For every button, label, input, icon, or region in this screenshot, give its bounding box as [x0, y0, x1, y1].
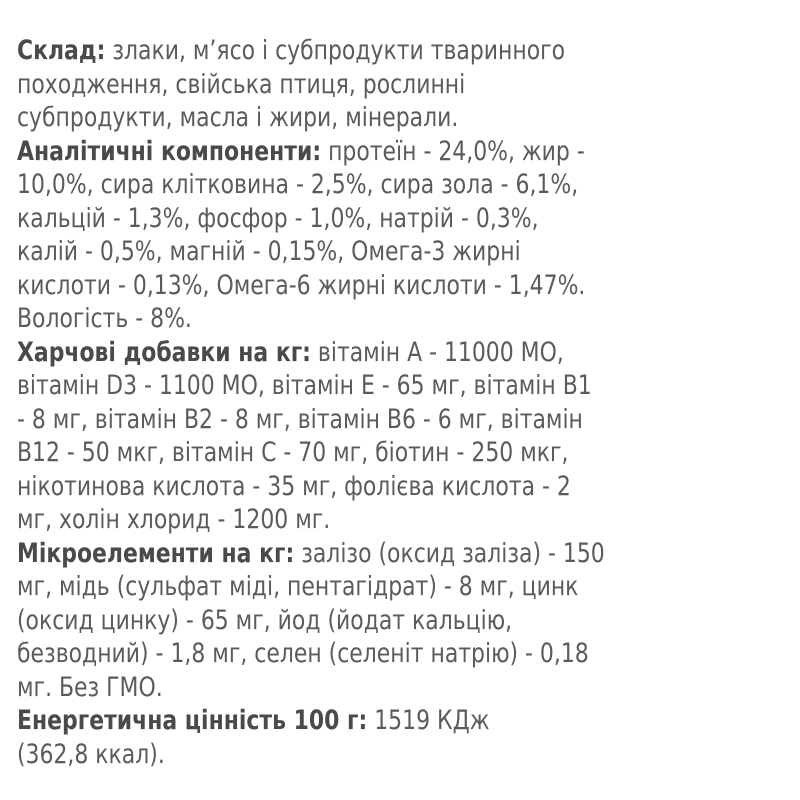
- text-line: Вологість - 8%.: [17, 303, 192, 334]
- section-heading-energy: Енергетична цінність 100 г:: [17, 705, 368, 736]
- text-line: мг. Без ГМО.: [17, 671, 163, 703]
- text-line: Мікроелементи на кг: залізо (оксид заліза) - 150: [17, 537, 605, 569]
- text-line: кислоти - 0,13%, Омега-6 жирні кислоти - 1,47%.: [17, 269, 586, 301]
- text-line: нікотинова кислота - 35 мг, фолієва кислота - 2: [17, 470, 571, 502]
- text-line: Аналітичні компоненти: протеїн - 24,0%, жир -: [17, 135, 585, 167]
- text-line: Харчові добавки на кг: вітамін А - 11000 МО,: [17, 336, 564, 368]
- text-line: безводний) - 1,8 мг, селен (селеніт натрію) - 0,18: [17, 638, 589, 669]
- text-line: Енергетична цінність 100 г: 1519 КДж: [17, 705, 490, 736]
- section-heading-trace-elements: Мікроелементи на кг:: [17, 537, 295, 569]
- section-heading-analytical: Аналітичні компоненти:: [17, 135, 322, 167]
- text-line: вітамін D3 - 1100 МО, вітамін Е - 65 мг, вітамін В1: [17, 370, 592, 401]
- composition-text-block: [17, 34, 777, 771]
- text-line: кальцій - 1,3%, фосфор - 1,0%, натрій - 0,3%,: [17, 202, 539, 234]
- section-heading-additives: Харчові добавки на кг:: [17, 336, 311, 368]
- section-heading-composition: Склад:: [17, 35, 106, 66]
- text-line: калій - 0,5%, магній - 0,15%, Омега-3 жирні: [17, 236, 521, 267]
- text-line: 10,0%, сира клітковина - 2,5%, сира зола - 6,1%,: [17, 169, 579, 200]
- text-line: субпродукти, масла і жири, мінерали.: [17, 102, 459, 133]
- text-line: - 8 мг, вітамін В2 - 8 мг, вітамін В6 - 6 мг, вітамін: [17, 403, 583, 435]
- text-line: мг, мідь (сульфат міді, пентагідрат) - 8 мг, цинк: [17, 571, 579, 602]
- text-line: походження, свійська птиця, рослинні: [17, 68, 466, 100]
- text-line: Склад: злаки, м’ясо і субпродукти тваринного: [17, 35, 566, 66]
- text-line: мг, холін хлорид - 1200 мг.: [17, 504, 331, 535]
- text-line: В12 - 50 мкг, вітамін С - 70 мг, біотин - 250 мкг,: [17, 437, 569, 468]
- text-line: (оксид цинку) - 65 мг, йод (йодат кальцію,: [17, 604, 513, 636]
- text-line: (362,8 ккал).: [17, 738, 165, 770]
